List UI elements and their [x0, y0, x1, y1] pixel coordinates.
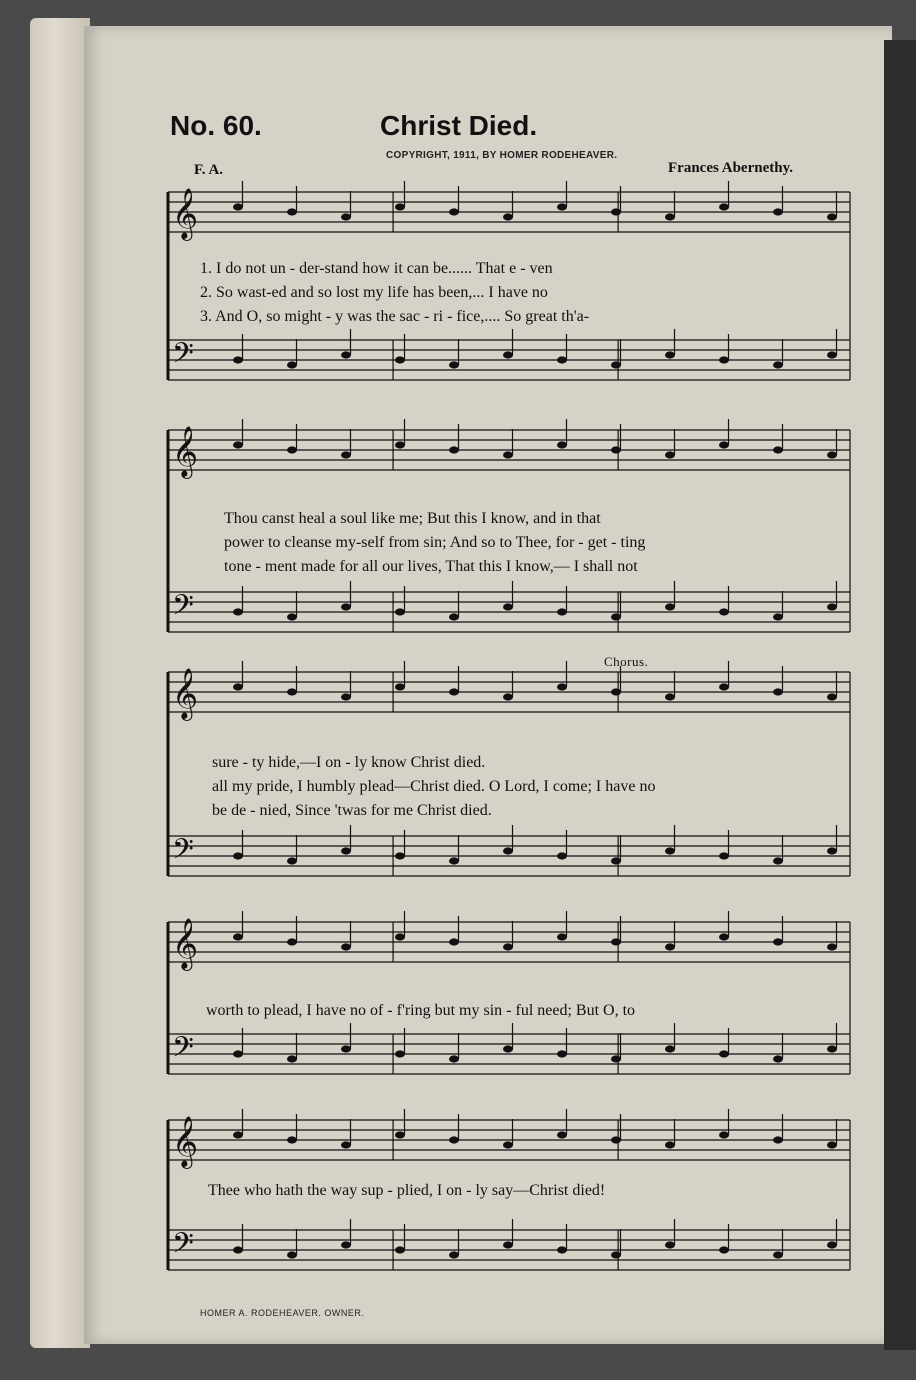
- note-head: [341, 847, 351, 854]
- note-head: [449, 613, 459, 620]
- note-head: [287, 688, 297, 695]
- note-head: [827, 603, 837, 610]
- note-head: [449, 1055, 459, 1062]
- bass-clef-icon: 𝄢: [172, 589, 194, 629]
- note-head: [395, 441, 405, 448]
- note-head: [233, 608, 243, 615]
- note-head: [341, 603, 351, 610]
- note-head: [827, 943, 837, 950]
- owner-credit: HOMER A. RODEHEAVER. OWNER.: [200, 1308, 365, 1318]
- hymn-title: Christ Died.: [380, 110, 538, 141]
- lyric-line: be de - nied, Since 'twas for me Christ died.: [212, 802, 492, 819]
- note-head: [341, 943, 351, 950]
- note-head: [287, 1055, 297, 1062]
- lyric-line: Thee who hath the way sup - plied, I on - ly say—Christ died!: [208, 1182, 606, 1199]
- note-head: [395, 1246, 405, 1253]
- note-head: [395, 1050, 405, 1057]
- note-head: [773, 613, 783, 620]
- note-head: [233, 356, 243, 363]
- note-head: [827, 693, 837, 700]
- note-head: [773, 857, 783, 864]
- lyric-line: Thou canst heal a soul like me; But this I know, and in that: [224, 510, 601, 527]
- note-head: [719, 1246, 729, 1253]
- note-head: [719, 933, 729, 940]
- note-head: [503, 693, 513, 700]
- note-head: [611, 857, 621, 864]
- note-head: [233, 933, 243, 940]
- note-head: [611, 1136, 621, 1143]
- note-head: [395, 356, 405, 363]
- note-head: [557, 441, 567, 448]
- note-head: [827, 1241, 837, 1248]
- note-head: [503, 451, 513, 458]
- note-head: [449, 446, 459, 453]
- note-head: [341, 1141, 351, 1148]
- note-head: [449, 857, 459, 864]
- note-head: [341, 693, 351, 700]
- note-head: [395, 852, 405, 859]
- treble-clef-icon: 𝄞: [172, 668, 199, 719]
- note-head: [233, 852, 243, 859]
- note-head: [719, 608, 729, 615]
- note-head: [665, 847, 675, 854]
- note-head: [287, 613, 297, 620]
- note-head: [395, 608, 405, 615]
- note-head: [611, 208, 621, 215]
- note-head: [557, 852, 567, 859]
- note-head: [719, 441, 729, 448]
- note-head: [557, 1246, 567, 1253]
- lyricist-name: Frances Abernethy.: [668, 160, 793, 176]
- note-head: [827, 1045, 837, 1052]
- note-head: [449, 208, 459, 215]
- note-head: [665, 1141, 675, 1148]
- note-head: [773, 446, 783, 453]
- note-head: [719, 852, 729, 859]
- note-head: [665, 451, 675, 458]
- note-head: [395, 933, 405, 940]
- note-head: [665, 943, 675, 950]
- note-head: [773, 1055, 783, 1062]
- note-head: [827, 351, 837, 358]
- note-head: [773, 361, 783, 368]
- note-head: [719, 1050, 729, 1057]
- note-head: [233, 441, 243, 448]
- bass-clef-icon: 𝄢: [172, 1227, 194, 1267]
- note-head: [341, 213, 351, 220]
- note-head: [341, 1241, 351, 1248]
- note-head: [827, 847, 837, 854]
- treble-clef-icon: 𝄞: [172, 188, 199, 239]
- note-head: [287, 1251, 297, 1258]
- note-head: [719, 1131, 729, 1138]
- treble-clef-icon: 𝄞: [172, 1116, 199, 1167]
- note-head: [503, 847, 513, 854]
- note-head: [287, 1136, 297, 1143]
- note-head: [449, 688, 459, 695]
- note-head: [341, 451, 351, 458]
- note-head: [719, 203, 729, 210]
- note-head: [557, 1131, 567, 1138]
- bass-clef-icon: 𝄢: [172, 833, 194, 873]
- note-head: [449, 1251, 459, 1258]
- note-head: [503, 1241, 513, 1248]
- note-head: [611, 361, 621, 368]
- note-head: [611, 613, 621, 620]
- note-head: [773, 1136, 783, 1143]
- note-head: [233, 1246, 243, 1253]
- note-head: [773, 938, 783, 945]
- note-head: [773, 208, 783, 215]
- note-head: [665, 1045, 675, 1052]
- note-head: [665, 603, 675, 610]
- note-head: [557, 1050, 567, 1057]
- note-head: [611, 938, 621, 945]
- note-head: [287, 208, 297, 215]
- note-head: [341, 351, 351, 358]
- note-head: [287, 446, 297, 453]
- lyric-line: power to cleanse my-self from sin; And so to Thee, for - get - ting: [224, 534, 646, 551]
- note-head: [395, 683, 405, 690]
- note-head: [611, 446, 621, 453]
- note-head: [233, 1050, 243, 1057]
- note-head: [503, 943, 513, 950]
- note-head: [449, 938, 459, 945]
- note-head: [719, 683, 729, 690]
- note-head: [395, 203, 405, 210]
- hymn-number: No. 60.: [170, 110, 262, 141]
- note-head: [557, 608, 567, 615]
- note-head: [827, 213, 837, 220]
- note-head: [395, 1131, 405, 1138]
- lyric-line: worth to plead, I have no of - f'ring but my sin - ful need; But O, to: [206, 1002, 636, 1019]
- bass-clef-icon: 𝄢: [172, 337, 194, 377]
- note-head: [665, 351, 675, 358]
- note-head: [449, 361, 459, 368]
- note-head: [557, 933, 567, 940]
- note-head: [503, 1141, 513, 1148]
- lyric-line: 1. I do not un - der-stand how it can be...... That e - ven: [200, 260, 553, 277]
- note-head: [611, 688, 621, 695]
- lyric-line: 2. So wast-ed and so lost my life has been,... I have no: [200, 284, 548, 301]
- bass-clef-icon: 𝄢: [172, 1031, 194, 1071]
- note-head: [773, 688, 783, 695]
- note-head: [287, 857, 297, 864]
- note-head: [665, 213, 675, 220]
- note-head: [233, 1131, 243, 1138]
- treble-clef-icon: 𝄞: [172, 918, 199, 969]
- note-head: [233, 683, 243, 690]
- lyric-line: 3. And O, so might - y was the sac - ri - fice,.... So great th'a-: [200, 308, 590, 325]
- composer-initials: F. A.: [194, 162, 224, 178]
- note-head: [503, 603, 513, 610]
- note-head: [557, 683, 567, 690]
- note-head: [503, 1045, 513, 1052]
- note-head: [503, 351, 513, 358]
- treble-clef-icon: 𝄞: [172, 426, 199, 477]
- copyright-notice: COPYRIGHT, 1911, BY HOMER RODEHEAVER.: [386, 150, 618, 161]
- note-head: [611, 1055, 621, 1062]
- note-head: [719, 356, 729, 363]
- note-head: [287, 361, 297, 368]
- note-head: [665, 693, 675, 700]
- note-head: [341, 1045, 351, 1052]
- lyric-line: all my pride, I humbly plead—Christ died. O Lord, I come; I have no: [212, 778, 656, 795]
- note-head: [233, 203, 243, 210]
- note-head: [503, 213, 513, 220]
- note-head: [557, 356, 567, 363]
- note-head: [665, 1241, 675, 1248]
- lyric-line: sure - ty hide,—I on - ly know Christ died.: [212, 754, 486, 771]
- note-head: [449, 1136, 459, 1143]
- chorus-label: Chorus.: [604, 654, 649, 669]
- note-head: [773, 1251, 783, 1258]
- note-head: [287, 938, 297, 945]
- note-head: [827, 1141, 837, 1148]
- note-head: [557, 203, 567, 210]
- note-head: [611, 1251, 621, 1258]
- lyric-line: tone - ment made for all our lives, That this I know,— I shall not: [224, 558, 638, 575]
- note-head: [827, 451, 837, 458]
